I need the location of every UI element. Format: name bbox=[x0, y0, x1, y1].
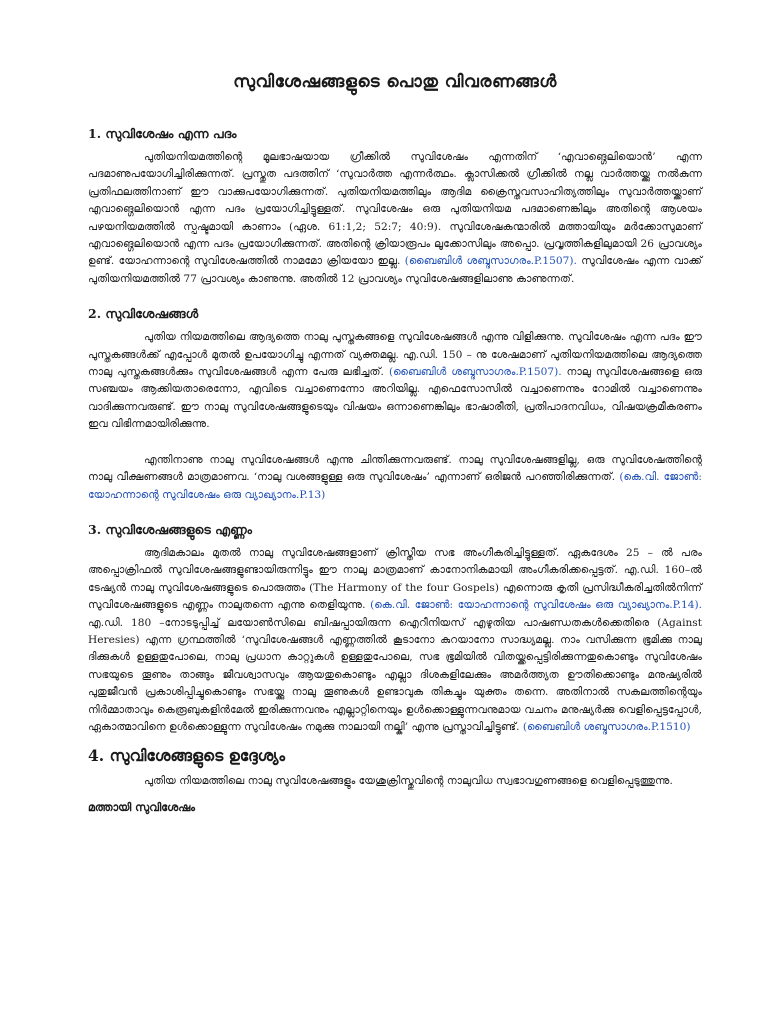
section-heading-1: 1. സുവിശേഷം എന്ന പദം bbox=[88, 126, 237, 141]
paragraph bbox=[88, 773, 702, 790]
paragraph-text: പുതിയനിയമത്തിന്റെ മൂലഭാഷയായ ഗ്രീക്കിൽ സുവിശേഷം എന്നതിന് ‘എവാങ്ഗെലിയൊൻ’ എന്ന പദമാണുപയോഗിച്ചിരിക്കുന്നത്. പ്രസ്തുത പദത്തിന് ‘സുവാർത്ത എന്നർത്ഥം. ക്ലാസിക്കൽ ഗ്രീക്കിൽ നല്ല വാർത്തയ്ക്കു നൽകുന്ന പ്രതിഫലത്തിനാണ് ഈ വാക്കുപയോഗിക്കുന്നത്. പുതിയനിയമത്തിലും ആദിമ ക്രൈസ്തവസാഹിത്യത്തിലും സുവാർത്തയ്ക്കാണ് എവാങ്ഗെലിയൊൻ എന്ന പദം പ്രയോഗിച്ചിട്ടുള്ളത്. സുവിശേഷം ഒരു പുതിയനിയമ പദമാണെങ്കിലും അതിന്റെ ആശയം പഴയനിയമത്തിൽ സ്പഷ്ടമായി കാണാം (ഏശ. 61:1,2; 52:7; 40:9). സുവിശേഷകന്മാരിൽ മത്തായിയും മർക്കോസുമാണ് എവാങ്ഗെലിയൊൻ എന്ന പദം പ്രയോഗിക്കുന്നത്. അതിന്റെ ക്രിയാരൂപം ലൂക്കോസിലും അപ്പൊ. പ്രവൃത്തികളിലുമായി 26 പ്രാവശ്യം ഉണ്ട്. യോഹന്നാന്റെ സുവിശേഷത്തിൽ നാമമോ ക്രിയയോ ഇല്ല. bbox=[88, 151, 702, 268]
paragraph-text: പുതിയ നിയമത്തിലെ നാലു സുവിശേഷങ്ങളും യേശുക്രിസ്തുവിന്റെ നാലുവിധ സ്വഭാവഗുണങ്ങളെ വെളിപ്പെടുത്തുന്നു. bbox=[144, 775, 673, 788]
paragraph-text: സുവിശേഷം എന്ന വാക്ക് പുതിയനിയമത്തിൽ 77 പ്രാവശ്യം കാണുന്നു. അതിൽ 12 പ്രാവശ്യം സുവിശേഷങ്ങളിലാണു കാണുന്നത്. bbox=[88, 255, 702, 285]
paragraph bbox=[88, 329, 702, 433]
citation: (കെ.വി. ജോൺ: യോഹന്നാന്റെ സുവിശേഷം ഒരു വ്യാഖ്യാനം.P.14). bbox=[370, 599, 703, 612]
citation: (ബൈബിൾ ശബ്ദസാഗരം.P.1510) bbox=[522, 720, 691, 733]
subheading: മത്തായി സുവിശേഷം bbox=[88, 800, 195, 814]
document-title: സുവിശേഷങ്ങളുടെ പൊതു വിവരണങ്ങൾ bbox=[233, 72, 557, 92]
paragraph-text: എ.ഡി. 180 –നോടടുപ്പിച്ച് ലയോൺസിലെ ബിഷപ്പായിരുന്ന ഐറീനിയസ് എഴുതിയ പാഷണ്ഡതകൾക്കെതിരെ (Against Heresies) എന്ന ഗ്രന്ഥത്തിൽ ‘സുവിശേഷങ്ങൾ എണ്ണത്തിൽ കൂടാനോ കുറയാനോ സാദ്ധ്യമല്ല. നാം വസിക്കുന്ന ഭൂമിക്കു നാലു ദിക്കുകൾ ഉള്ളതുപോലെ, നാലു പ്രധാന കാറ്റുകൾ ഉള്ളതുപോലെ, സഭ ഭൂമിയിൽ വിതയ്ക്കപ്പെട്ടിരിക്കുന്നതുകൊണ്ടും സുവിശേഷം സഭയുടെ തൂണും താങ്ങും ജീവശ്വാസവും ആയതുകൊണ്ടും എല്ലാ ദിശകളിലേക്കും അമർത്ത്യത ഊതിക്കൊണ്ടും മനുഷ്യരിൽ പുതുജീവൻ പ്രകാശിപ്പിച്ചുകൊണ്ടും സഭയ്ക്കു നാലു തൂണുകൾ ഉണ്ടാവുക തികച്ചും യുക്തം തന്നെ. അതിനാൽ സകലത്തിന്റെയും നിർമ്മാതാവും കെരൂബുകളിൻമേൽ ഇരിക്കുന്നവനും എല്ലാറ്റിനെയും ഉൾക്കൊള്ളുന്നവനുമായ വചനം മനുഷ്യർക്കു വെളിപ്പെട്ടപ്പോൾ, ഏകാത്മാവിനെ ഉൾക്കൊള്ളുന്ന സുവിശേഷം നമുക്കു നാലായി നല്കി’ എന്നു പ്രസ്താവിച്ചിട്ടുണ്ട്. bbox=[88, 616, 702, 733]
paragraph-text: ആദിമകാലം മുതൽ നാലു സുവിശേഷങ്ങളാണ് ക്രിസ്തീയ സഭ അംഗീകരിച്ചിട്ടുള്ളത്. ഏകദേശം 25 – ൽ പരം അപ്പൊക്രിഫൽ സുവിശേഷങ്ങളുണ്ടായിരുന്നിട്ടും ഈ നാലു മാത്രമാണ് കാനോനികമായി അംഗീകരിക്കപ്പെട്ടത്. എ.ഡി. 160–ൽ ടേഷ്യൻ നാലു സുവിശേഷങ്ങളുടെ പൊരുത്തം (The Harmony of the four Gospels) എന്നൊരു കൃതി പ്രസിദ്ധീകരിച്ചതിൽനിന്ന് സുവിശേഷങ്ങളുടെ എണ്ണം നാലുതന്നെ എന്നു തെളിയുന്നു. bbox=[88, 546, 702, 612]
section-heading-3: 3. സുവിശേഷങ്ങളുടെ എണ്ണം bbox=[88, 521, 252, 537]
paragraph bbox=[88, 149, 702, 288]
citation: (ബൈബിൾ ശബ്ദസാഗരം.P.1507). bbox=[388, 366, 562, 379]
citation: (കെ.വി. ജോൺ: യോഹന്നാന്റെ സുവിശേഷം ഒരു വ്യാഖ്യാനം.P.13) bbox=[88, 471, 702, 501]
paragraph-text: നാലു സുവിശേഷങ്ങളെ ഒരു സഞ്ചയം ആക്കിയതാരെന്നോ, എവിടെ വച്ചാണെന്നോ അറിയില്ല. എഫെസോസിൽ വച്ചാണെന്നും റോമിൽ വച്ചാണെന്നും വാദിക്കുന്നവരുണ്ട്. ഈ നാലു സുവിശേഷങ്ങളുടെയും വിഷയം ഒന്നാണെങ്കിലും ഭാഷാരീതി, പ്രതിപാദനവിധം, വിഷയക്രമീകരണം ഇവ വിഭിന്നമായിരിക്കുന്നു. bbox=[88, 366, 702, 431]
paragraph bbox=[88, 452, 702, 504]
section-heading-4: 4. സുവിശേങ്ങളുടെ ഉദ്ദേശ്യം bbox=[88, 746, 286, 766]
paragraph bbox=[88, 545, 702, 736]
paragraph-text: എന്തിനാണു നാലു സുവിശേഷങ്ങൾ എന്നു ചിന്തിക്കുന്നവരുണ്ട്. നാലു സുവിശേഷങ്ങളില്ല, ഒരു സുവിശേഷത്തിന്റെ നാലു വീക്ഷണങ്ങൾ മാത്രമാണവ. ‘നാലു വശങ്ങളുള്ള ഒരു സുവിശേഷം’ എന്നാണ് ഒരിജൻ പറഞ്ഞിരിക്കുന്നത്. bbox=[88, 453, 702, 484]
paragraph-text: പുതിയ നിയമത്തിലെ ആദ്യത്തെ നാലു പുസ്തകങ്ങളെ സുവിശേഷങ്ങൾ എന്നു വിളിക്കുന്നു. സുവിശേഷം എന്ന പദം ഈ പുസ്തകങ്ങൾക്ക് എപ്പോൾ മുതൽ ഉപയോഗിച്ചു എന്നത് വ്യക്തമല്ല. എ.ഡി. 150 – നു ശേഷമാണ് പുതിയനിയമത്തിലെ ആദ്യത്തെ നാലു പുസ്തകങ്ങൾക്കും സുവിശേഷങ്ങൾ എന്ന പേരു ലഭിച്ചത്. bbox=[88, 331, 702, 379]
citation: (ബൈബിൾ ശബ്ദസാഗരം.P.1507). bbox=[404, 255, 577, 268]
section-heading-2: 2. സുവിശേഷങ്ങൾ bbox=[88, 306, 199, 322]
